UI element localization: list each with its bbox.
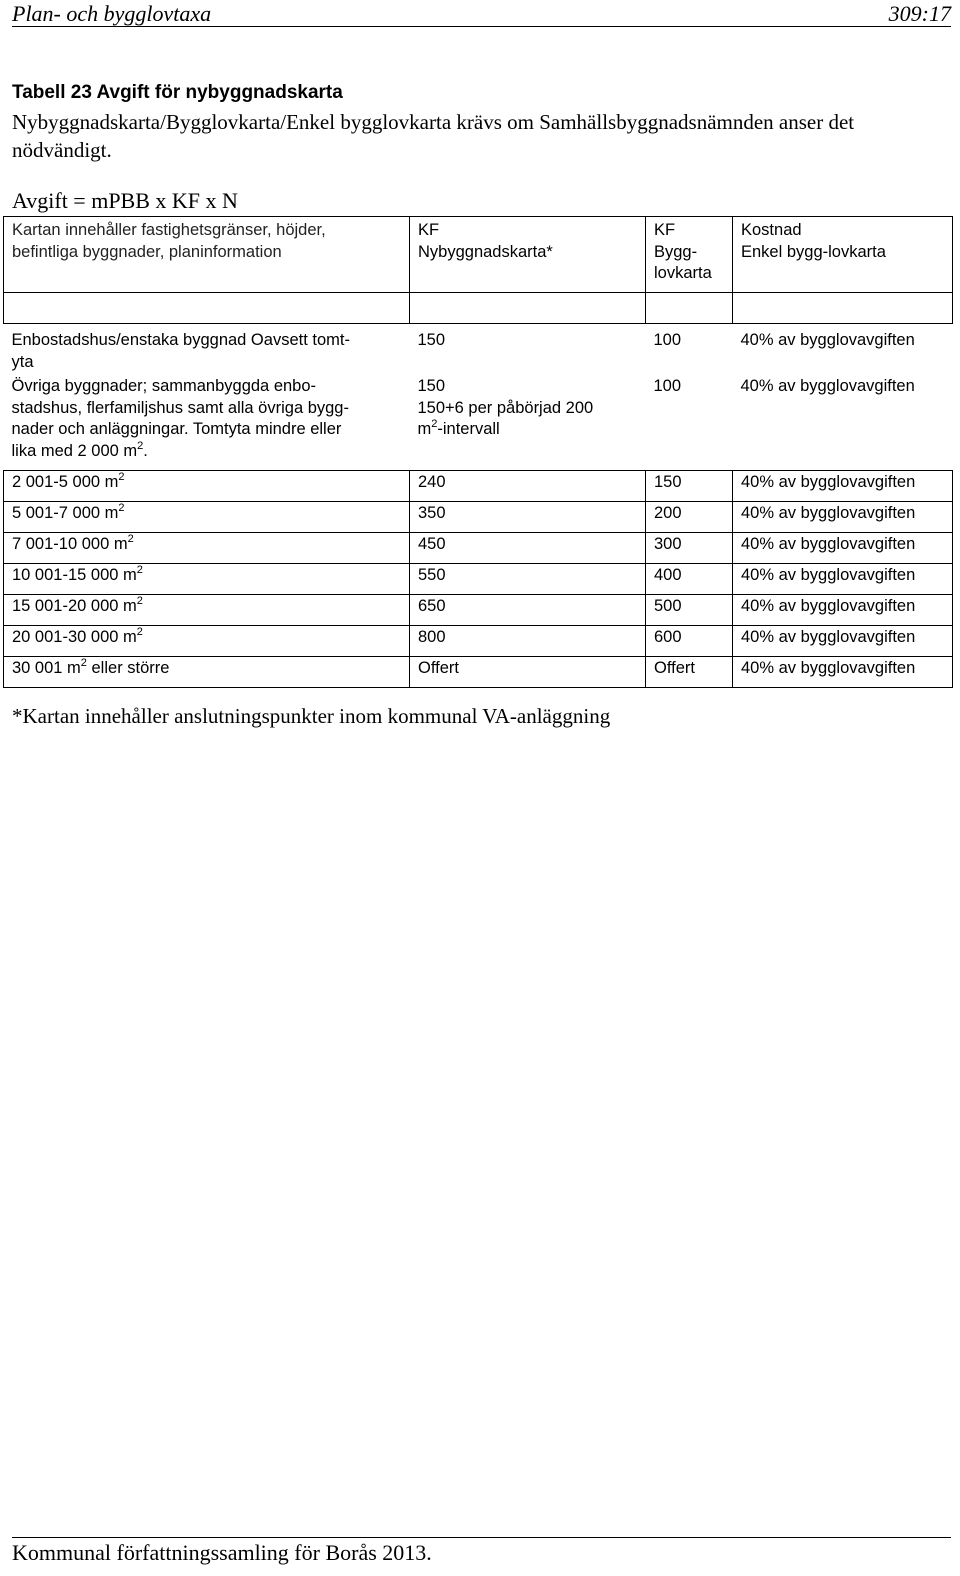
cell-cost: 40% av bygglovavgiften bbox=[740, 331, 915, 349]
cell-area: 7 001-10 000 $m^2$ bbox=[4, 533, 410, 564]
table-row bbox=[4, 533, 953, 564]
header-cell-kf-bygglovkarta: KF Bygg- lovkarta bbox=[646, 217, 733, 293]
cell-kf-bygg: 500 bbox=[646, 595, 733, 626]
cell-kf-nyb: Offert bbox=[410, 657, 646, 688]
cell-kf-bygg: 400 bbox=[646, 564, 733, 595]
cell-cost: 40% av bygglovavgiften bbox=[733, 595, 953, 626]
cell-kf-bygg: 600 bbox=[646, 626, 733, 657]
cell-cost: 40% av bygglovavgiften bbox=[733, 502, 953, 533]
cell-kf-bygg: 100 bbox=[653, 331, 682, 349]
cell-cost: 40% av bygglovavgiften bbox=[733, 657, 953, 688]
table-row bbox=[4, 502, 953, 533]
table-row bbox=[4, 657, 953, 688]
cell-kf-nyb: 350 bbox=[410, 502, 646, 533]
table-footnote: *Kartan innehåller anslutningspunkter inom kommunal VA-anläggning bbox=[12, 704, 611, 728]
cell-cost: 40% av bygglovavgiften bbox=[733, 471, 953, 502]
cell-label: Enbostadshus/enstaka byggnad Oavsett tomt- yta bbox=[11, 331, 350, 371]
cell-area: 5 001-7 000 $m^2$ bbox=[4, 502, 410, 533]
cell-area: 30 001 $m^2$ eller större bbox=[4, 657, 410, 688]
cell-kf-bygg: Offert bbox=[646, 657, 733, 688]
cell-kf-nyb: 650 bbox=[410, 595, 646, 626]
cell-kf-nyb: 240 bbox=[410, 471, 646, 502]
table-row-enbostadshus bbox=[4, 324, 953, 377]
table-row bbox=[4, 595, 953, 626]
table-header-row bbox=[4, 217, 953, 293]
table-row bbox=[4, 471, 953, 502]
footer-text: Kommunal författningssamling för Borås 2013. bbox=[12, 1540, 432, 1565]
cell-area: 10 001-15 000 $m^2$ bbox=[4, 564, 410, 595]
table-spacer-row bbox=[4, 293, 953, 324]
table-row bbox=[4, 564, 953, 595]
cell-cost: 40% av bygglovavgiften bbox=[733, 564, 953, 595]
fee-formula: Avgift = mPBB x KF x N bbox=[12, 188, 238, 213]
cell-kf-bygg: 150 bbox=[646, 471, 733, 502]
cell-kf-nyb: 150 bbox=[417, 331, 446, 349]
cell-kf-nyb: 150 150+6 per påbörjad 200 $m^2$-intervall bbox=[417, 377, 594, 438]
cell-kf-nyb: 800 bbox=[410, 626, 646, 657]
header-page-number: 309:17 bbox=[888, 1, 951, 26]
cell-area: 20 001-30 000 $m^2$ bbox=[4, 626, 410, 657]
cell-area: 15 001-20 000 $m^2$ bbox=[4, 595, 410, 626]
footer-divider bbox=[12, 1537, 951, 1538]
running-header bbox=[12, 0, 951, 27]
header-cell-kostnad: Kostnad Enkel bygg-lovkarta bbox=[733, 217, 953, 293]
cell-kf-nyb: 550 bbox=[410, 564, 646, 595]
cell-kf-bygg: 300 bbox=[646, 533, 733, 564]
table-row bbox=[4, 626, 953, 657]
fee-table bbox=[3, 216, 953, 688]
header-cell-kf-nybyggnadskarta: KF Nybyggnadskarta* bbox=[410, 217, 646, 293]
cell-area: 2 001-5 000 $m^2$ bbox=[4, 471, 410, 502]
header-title: Plan- och bygglovtaxa bbox=[12, 1, 212, 26]
table-row-ovriga-byggnader bbox=[4, 376, 953, 471]
table-caption: Tabell 23 Avgift för nybyggnadskarta bbox=[12, 82, 343, 103]
cell-cost: 40% av bygglovavgiften bbox=[733, 533, 953, 564]
cell-kf-nyb: 450 bbox=[410, 533, 646, 564]
cell-kf-bygg: 200 bbox=[646, 502, 733, 533]
cell-label: Övriga byggnader; sammanbyggda enbo- stadshus, flerfamiljshus samt alla övriga bygg- nader och anläggningar. Tomtyta mindre eller lika med 2 000 $m^2$. bbox=[11, 377, 349, 460]
header-cell-map-content: Kartan innehåller fastighetsgränser, höjder, befintliga byggnader, planinformation bbox=[4, 217, 410, 293]
intro-paragraph: Nybyggnadskarta/Bygglovkarta/Enkel bygglovkarta krävs om Samhällsbyggnadsnämnden anser det nödvändigt. bbox=[12, 110, 855, 162]
cell-cost: 40% av bygglovavgiften bbox=[740, 377, 915, 395]
cell-cost: 40% av bygglovavgiften bbox=[733, 626, 953, 657]
cell-kf-bygg: 100 bbox=[653, 377, 682, 395]
